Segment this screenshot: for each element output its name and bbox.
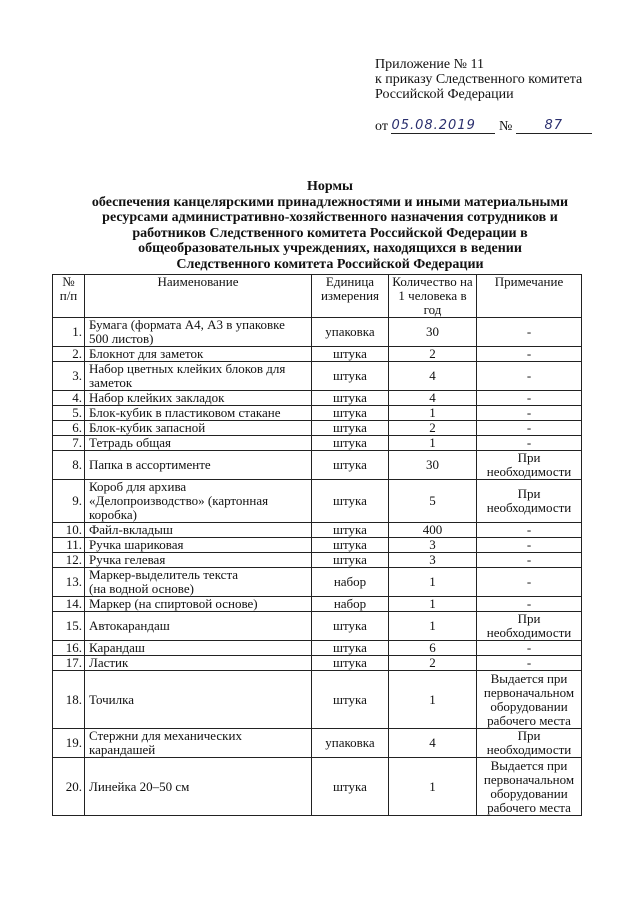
row-name-line: Маркер-выделитель текста <box>89 567 239 582</box>
table-row <box>53 451 582 480</box>
row-name-line: Точилка <box>89 691 134 707</box>
row-quantity: 2 <box>389 421 477 436</box>
header-unit <box>312 275 389 318</box>
table-row <box>53 523 582 538</box>
row-unit: штука <box>312 758 389 816</box>
row-number: 10. <box>53 523 85 538</box>
row-unit: штука <box>312 538 389 553</box>
row-number: 6. <box>53 421 85 436</box>
header-qty-line-3: год <box>423 302 442 317</box>
row-name-line: Короб для архива <box>89 479 187 494</box>
table-row <box>53 553 582 568</box>
row-unit: упаковка <box>312 318 389 347</box>
header-unit-line-1: Единица <box>325 274 375 289</box>
number-field <box>516 118 592 134</box>
title-line-4: общеобразовательных учреждениях, находящихся в ведении <box>138 241 522 256</box>
row-number: 13. <box>53 568 85 597</box>
row-number: 4. <box>53 391 85 406</box>
row-note-line: - <box>526 405 532 420</box>
row-quantity: 5 <box>389 480 477 523</box>
row-unit: штука <box>312 421 389 436</box>
table-row <box>53 391 582 406</box>
row-name-line: Ластик <box>89 655 129 670</box>
row-note-line: При <box>517 728 541 743</box>
row-note <box>477 406 582 421</box>
row-note <box>477 553 582 568</box>
title-heading: Нормы <box>307 179 353 194</box>
row-number: 14. <box>53 597 85 612</box>
row-note <box>477 641 582 656</box>
appendix-number: Приложение № 11 <box>375 57 484 72</box>
appendix-block <box>375 57 592 136</box>
row-number: 19. <box>53 729 85 758</box>
row-name <box>85 538 312 553</box>
row-name-line: Линейка 20–50 см <box>89 778 190 794</box>
row-unit: штука <box>312 406 389 421</box>
row-unit: штука <box>312 362 389 391</box>
row-quantity: 400 <box>389 523 477 538</box>
row-quantity: 1 <box>389 612 477 641</box>
header-num-line-1: № <box>62 274 75 289</box>
row-unit: штука <box>312 671 389 729</box>
row-note-line: первоначальном <box>483 771 575 787</box>
row-note-line: Выдается при <box>490 757 568 773</box>
row-note <box>477 568 582 597</box>
header-note: Примечание <box>477 275 582 318</box>
table-body <box>53 318 582 816</box>
row-note-line: рабочего места <box>487 799 571 815</box>
row-note <box>477 597 582 612</box>
table-row <box>53 612 582 641</box>
title-line-5: Следственного комитета Российской Федерации <box>176 256 484 272</box>
row-note-line: необходимости <box>486 625 572 640</box>
row-name <box>85 451 312 480</box>
table-row <box>53 318 582 347</box>
header-qty-line-2: 1 человека в <box>398 288 467 303</box>
header-qty-line-1: Количество на <box>392 274 473 289</box>
appendix-order-ref: к приказу Следственного комитета <box>375 72 583 87</box>
row-name-line: коробка) <box>89 507 137 522</box>
row-name <box>85 347 312 362</box>
row-note-line: - <box>526 346 532 361</box>
row-quantity: 1 <box>389 436 477 451</box>
row-note <box>477 538 582 553</box>
table-row <box>53 758 582 816</box>
row-number: 1. <box>53 318 85 347</box>
row-note-line: рабочего места <box>487 712 571 728</box>
row-name <box>85 523 312 538</box>
row-note <box>477 362 582 391</box>
row-name <box>85 436 312 451</box>
row-quantity: 30 <box>389 451 477 480</box>
row-note-line: - <box>526 435 532 450</box>
date-handwritten: 05.08.2019 <box>391 118 476 133</box>
row-name-line: Ручка гелевая <box>89 552 166 567</box>
table-header-row <box>53 275 582 318</box>
row-quantity: 2 <box>389 656 477 671</box>
row-name-line: Набор клейких закладок <box>89 390 225 405</box>
row-quantity: 1 <box>389 671 477 729</box>
row-unit: штука <box>312 641 389 656</box>
row-quantity: 4 <box>389 362 477 391</box>
row-quantity: 30 <box>389 318 477 347</box>
row-name <box>85 671 312 729</box>
row-note <box>477 729 582 758</box>
row-unit: штука <box>312 347 389 362</box>
row-quantity: 2 <box>389 347 477 362</box>
row-quantity: 4 <box>389 729 477 758</box>
row-note-line: - <box>526 522 532 537</box>
row-name-line: Автокарандаш <box>89 618 170 633</box>
row-unit: штука <box>312 436 389 451</box>
table-row <box>53 538 582 553</box>
row-note-line: При <box>517 450 541 465</box>
row-note-line: - <box>526 552 532 567</box>
row-name <box>85 362 312 391</box>
row-note <box>477 758 582 816</box>
row-number: 9. <box>53 480 85 523</box>
norms-table <box>52 274 582 816</box>
row-note-line: необходимости <box>486 742 572 757</box>
table-row <box>53 480 582 523</box>
row-note-line: - <box>526 324 532 339</box>
row-number: 17. <box>53 656 85 671</box>
header-num <box>53 275 85 318</box>
row-note-line: - <box>526 640 532 655</box>
row-unit: штука <box>312 391 389 406</box>
row-note <box>477 421 582 436</box>
row-note <box>477 451 582 480</box>
row-name-line: Маркер (на спиртовой основе) <box>89 596 258 611</box>
row-note <box>477 347 582 362</box>
row-unit: штука <box>312 656 389 671</box>
row-number: 8. <box>53 451 85 480</box>
row-number: 11. <box>53 538 85 553</box>
title-line-3: работников Следственного комитета Российской Федерации в <box>132 225 528 241</box>
table-row <box>53 362 582 391</box>
header-qty <box>389 275 477 318</box>
row-name <box>85 729 312 758</box>
row-note <box>477 436 582 451</box>
row-name <box>85 612 312 641</box>
header-unit-line-2: измерения <box>320 288 380 303</box>
row-quantity: 1 <box>389 568 477 597</box>
row-number: 16. <box>53 641 85 656</box>
row-name-line: Папка в ассортименте <box>89 457 211 472</box>
number-label: № <box>498 119 513 134</box>
row-unit: набор <box>312 597 389 612</box>
table-row <box>53 436 582 451</box>
row-name <box>85 641 312 656</box>
row-note-line: - <box>526 596 532 611</box>
row-quantity: 1 <box>389 758 477 816</box>
number-handwritten: 87 <box>544 118 564 133</box>
document-title <box>40 179 620 272</box>
row-name-line: Тетрадь общая <box>89 435 171 450</box>
row-name <box>85 480 312 523</box>
row-note-line: - <box>526 390 532 405</box>
row-name-line: Блок-кубик запасной <box>89 420 206 435</box>
row-name-line: заметок <box>89 375 133 390</box>
table-row <box>53 421 582 436</box>
row-name <box>85 758 312 816</box>
row-name <box>85 391 312 406</box>
row-note <box>477 612 582 641</box>
row-name <box>85 597 312 612</box>
row-note <box>477 656 582 671</box>
from-label: от <box>375 119 388 134</box>
row-unit: штука <box>312 451 389 480</box>
row-name <box>85 406 312 421</box>
row-note-line: Выдается при <box>490 670 568 686</box>
row-number: 15. <box>53 612 85 641</box>
table-row <box>53 406 582 421</box>
row-number: 2. <box>53 347 85 362</box>
row-name-line: Ручка шариковая <box>89 537 184 552</box>
row-name-line: Карандаш <box>89 640 145 655</box>
row-name-line: карандашей <box>89 742 156 757</box>
row-quantity: 1 <box>389 406 477 421</box>
row-name <box>85 656 312 671</box>
row-quantity: 4 <box>389 391 477 406</box>
row-unit: упаковка <box>312 729 389 758</box>
row-note <box>477 671 582 729</box>
row-number: 7. <box>53 436 85 451</box>
row-note-line: оборудовании <box>490 785 568 801</box>
row-note <box>477 318 582 347</box>
row-name <box>85 568 312 597</box>
row-note-line: При <box>517 611 541 626</box>
table-row <box>53 729 582 758</box>
table-row <box>53 568 582 597</box>
row-name <box>85 318 312 347</box>
row-note <box>477 523 582 538</box>
row-note-line: - <box>526 368 532 383</box>
row-number: 12. <box>53 553 85 568</box>
row-quantity: 3 <box>389 538 477 553</box>
row-note-line: - <box>526 420 532 435</box>
row-number: 5. <box>53 406 85 421</box>
title-line-2: ресурсами административно-хозяйственного назначения сотрудников и <box>102 210 558 225</box>
row-name-line: Набор цветных клейких блоков для <box>89 361 286 376</box>
appendix-date-line <box>375 118 592 136</box>
row-note-line: - <box>526 537 532 552</box>
row-note-line: - <box>526 655 532 670</box>
row-note-line: первоначальном <box>483 684 575 700</box>
row-note-line: При <box>517 486 541 501</box>
table-row <box>53 656 582 671</box>
table-row <box>53 347 582 362</box>
row-quantity: 1 <box>389 597 477 612</box>
row-name <box>85 421 312 436</box>
row-name-line: Блокнот для заметок <box>89 346 204 361</box>
appendix-org: Российской Федерации <box>375 87 514 102</box>
row-note-line: необходимости <box>486 500 572 515</box>
row-name-line: 500 листов) <box>89 331 154 346</box>
row-name-line: Бумага (формата А4, А3 в упаковке <box>89 317 285 332</box>
row-unit: набор <box>312 568 389 597</box>
row-unit: штука <box>312 523 389 538</box>
row-number: 20. <box>53 758 85 816</box>
row-name-line: Файл-вкладыш <box>89 522 173 537</box>
table-row <box>53 671 582 729</box>
row-name-line: Стержни для механических <box>89 728 242 743</box>
row-unit: штука <box>312 553 389 568</box>
row-note <box>477 480 582 523</box>
header-num-line-2: п/п <box>59 288 78 303</box>
row-name-line: Блок-кубик в пластиковом стакане <box>89 405 281 420</box>
title-line-1: обеспечения канцелярскими принадлежностями и иными материальными <box>91 194 569 210</box>
row-name-line: (на водной основе) <box>89 581 194 596</box>
header-name: Наименование <box>85 275 312 318</box>
row-number: 3. <box>53 362 85 391</box>
row-note-line: необходимости <box>486 464 572 479</box>
row-quantity: 6 <box>389 641 477 656</box>
row-name-line: «Делопроизводство» (картонная <box>89 493 269 508</box>
row-note-line: оборудовании <box>490 698 568 714</box>
table-row <box>53 641 582 656</box>
row-quantity: 3 <box>389 553 477 568</box>
row-number: 18. <box>53 671 85 729</box>
row-unit: штука <box>312 612 389 641</box>
row-note <box>477 391 582 406</box>
row-name <box>85 553 312 568</box>
row-note-line: - <box>526 574 532 589</box>
table-row <box>53 597 582 612</box>
date-field <box>391 118 495 134</box>
row-unit: штука <box>312 480 389 523</box>
